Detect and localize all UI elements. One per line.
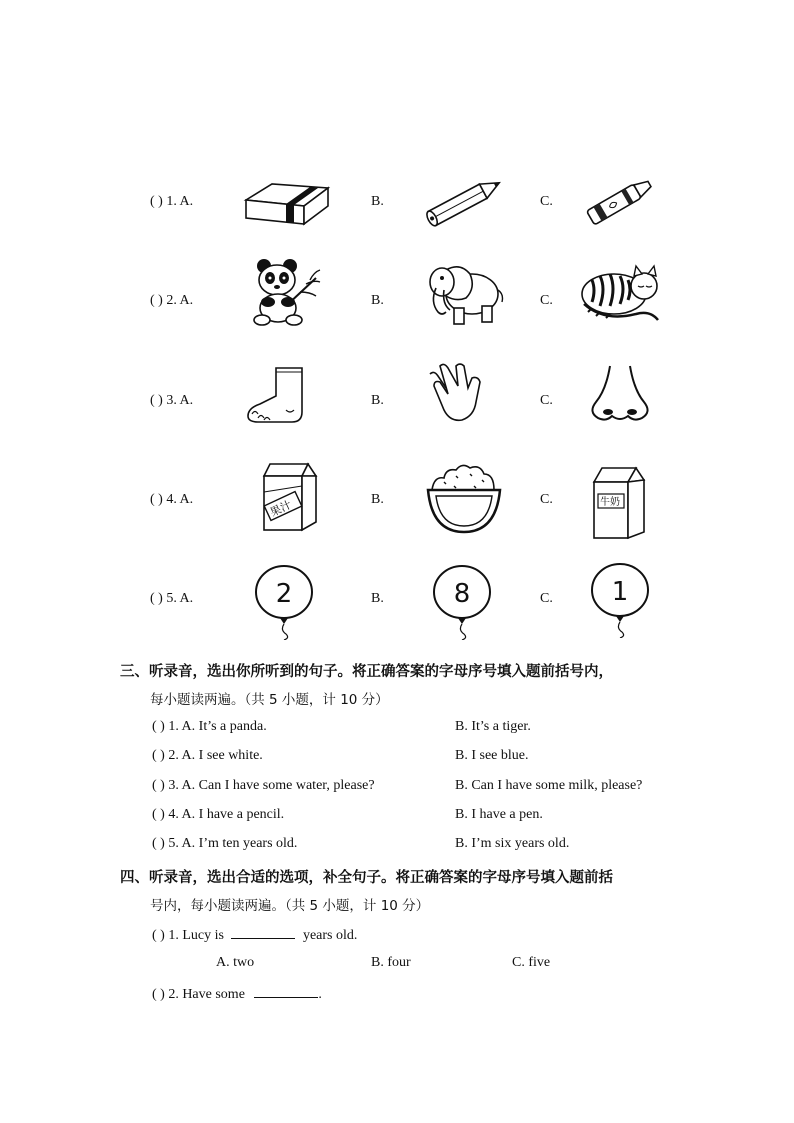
question-5-prefix: ( ) 5. A. [150,591,194,606]
s4-q1-suffix: years old. [302,928,358,943]
question-2-prefix: ( ) 2. A. [150,293,194,308]
s4-q1 [152,926,357,944]
s4-q1-option-a: A. two [216,955,255,970]
option-c-label: C. [540,293,553,308]
option-b-label: B. [371,492,384,507]
eraser-icon [242,178,332,228]
balloon-number: 8 [453,579,471,609]
s4-q2-blank[interactable] [254,985,318,998]
s3-q1-option-b: B. It’s a tiger. [455,719,531,734]
s3-q2-option-a: ( ) 2. A. I see white. [152,748,263,763]
s3-q5-option-a: ( ) 5. A. I’m ten years old. [152,836,298,851]
milk-carton-icon [588,466,654,542]
option-c-label: C. [540,492,553,507]
milk-carton-label: 牛奶 [600,497,620,508]
option-c-label: C. [540,194,553,209]
s3-q3-option-a: ( ) 3. A. Can I have some water, please? [152,778,375,793]
option-c-label: C. [540,393,553,408]
s3-q4-option-b: B. I have a pen. [455,807,543,822]
s3-q1-option-a: ( ) 1. A. It’s a panda. [152,719,267,734]
s4-q1-option-b: B. four [371,955,411,970]
option-b-label: B. [371,194,384,209]
s3-q4-option-a: ( ) 4. A. I have a pencil. [152,807,285,822]
section-4-subheading: 号内，每小题读两遍。（共 5 小题，计 10 分） [150,898,430,914]
panda-icon [250,258,326,328]
foot-icon [246,366,312,426]
hand-icon [426,360,492,426]
s4-q1-prefix: ( ) 1. Lucy is [152,928,224,943]
tiger-icon [578,264,664,324]
juice-carton-label: 果汁 [268,498,294,520]
s3-q3-option-b: B. Can I have some milk, please? [455,778,643,793]
balloon-number: 2 [275,579,293,609]
section-4-heading: 四、听录音，选出合适的选项，补全句子。将正确答案的字母序号填入题前括 [120,870,613,886]
s4-q2 [152,985,322,1003]
s4-q2-suffix: . [318,987,322,1002]
balloon-icon [588,562,652,638]
question-4-prefix: ( ) 4. A. [150,492,194,507]
balloon-icon [430,564,494,640]
question-1-prefix: ( ) 1. A. [150,194,194,209]
s4-q1-option-c: C. five [512,955,551,970]
s4-q2-prefix: ( ) 2. Have some [152,987,245,1002]
option-b-label: B. [371,591,384,606]
pencil-icon [418,176,508,228]
option-b-label: B. [371,393,384,408]
juice-carton-icon [256,462,322,534]
question-3-prefix: ( ) 3. A. [150,393,194,408]
crayon-icon [580,176,660,226]
s4-q1-blank[interactable] [231,926,295,939]
s3-q5-option-b: B. I’m six years old. [455,836,570,851]
balloon-number: 1 [611,577,629,607]
option-b-label: B. [371,293,384,308]
option-c-label: C. [540,591,553,606]
s3-q2-option-b: B. I see blue. [455,748,529,763]
section-3-subheading: 每小题读两遍。（共 5 小题，计 10 分） [150,692,389,708]
section-3-heading: 三、听录音，选出你所听到的句子。将正确答案的字母序号填入题前括号内， [120,664,613,680]
rice-bowl-icon [424,460,504,536]
balloon-icon [252,564,316,640]
nose-icon [588,364,654,424]
elephant-icon [424,260,504,328]
